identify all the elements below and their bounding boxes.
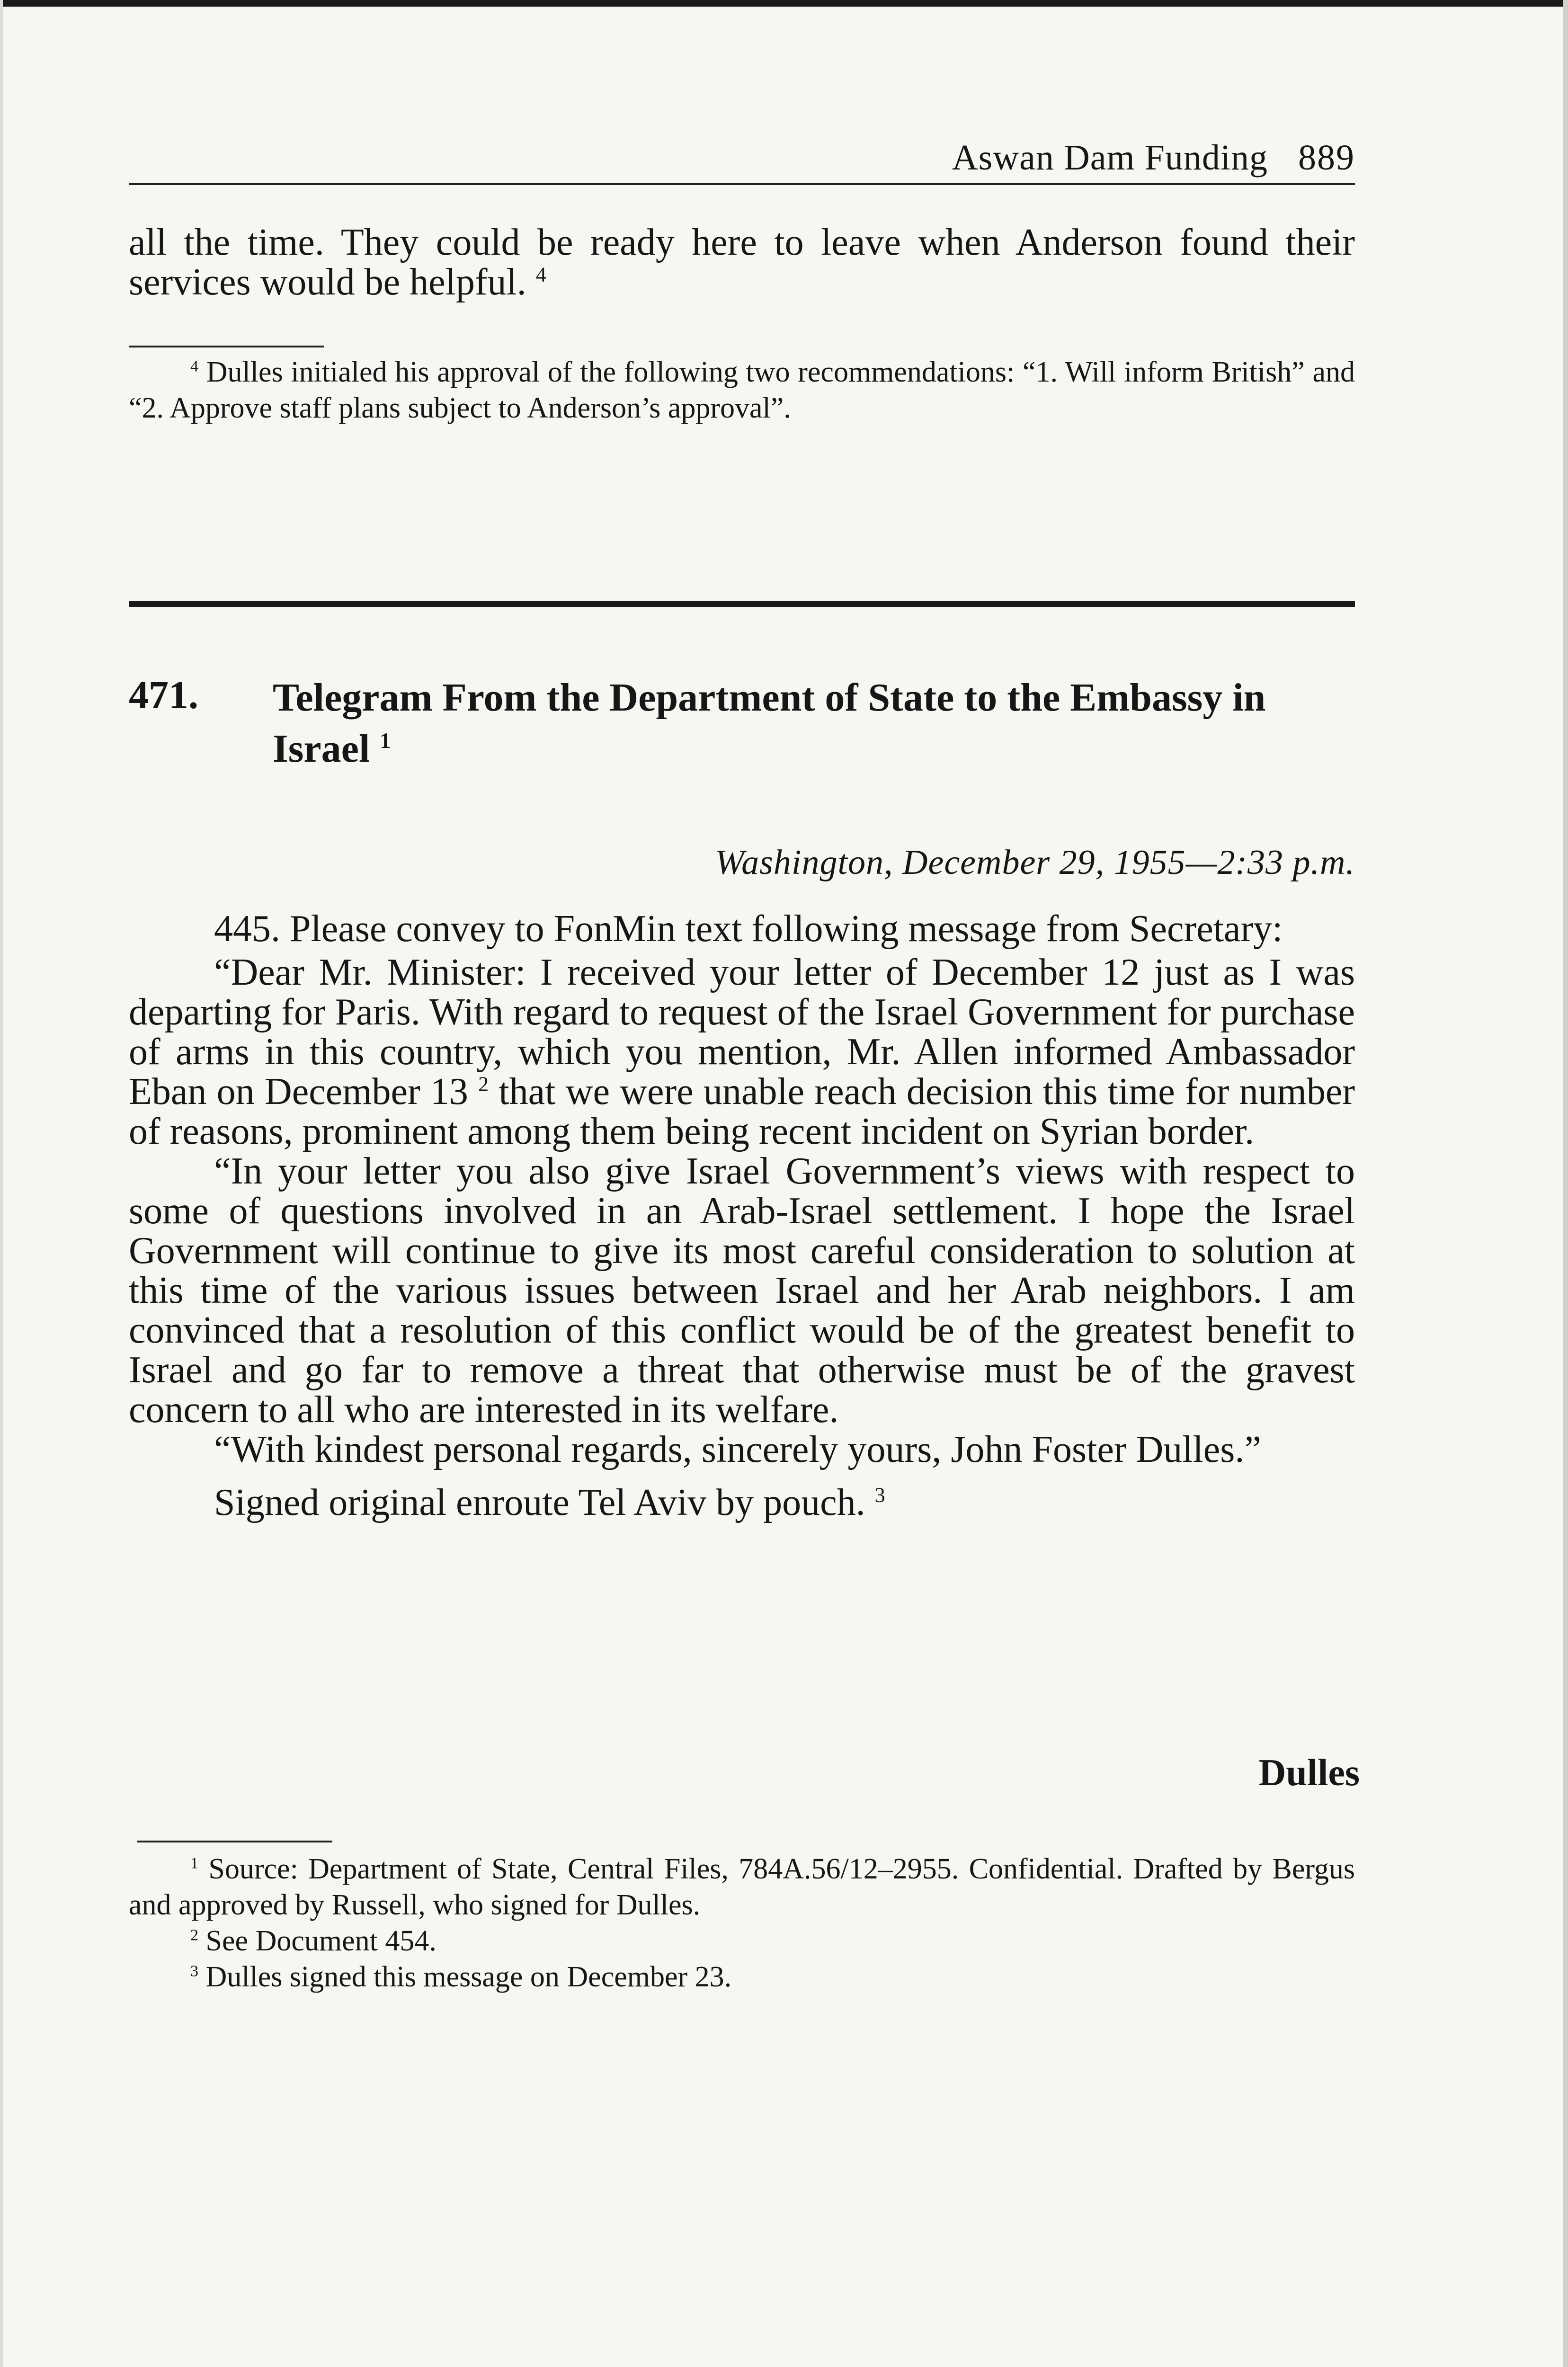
footnote-ref-2: 2 <box>478 1072 489 1096</box>
footnote-ref-1: 1 <box>380 729 391 753</box>
document-title-text: Telegram From the Department of State to the Embassy in Israel <box>273 676 1266 771</box>
closing-text: Signed original enroute Tel Aviv by pouch. <box>214 1482 865 1523</box>
footnote-4 <box>129 354 1355 426</box>
footnote-2-marker: 2 <box>190 1926 199 1944</box>
footnote-1-text: Source: Department of State, Central Files, 784A.56/12–2955. Confidential. Drafted by Bergus and approved by Russell, who signed for Dulles. <box>129 1853 1355 1921</box>
page-number: 889 <box>1298 138 1355 178</box>
footnote-3 <box>129 1959 1355 1995</box>
footnotes-block <box>129 1851 1355 1995</box>
page-top-edge <box>0 0 1568 7</box>
page-header <box>129 137 1355 185</box>
footnote-text: Dulles initialed his approval of the following two recommendations: “1. Will inform British” and “2. Approve staff plans subject to Anderson’s approval”. <box>129 356 1355 424</box>
page-right-edge <box>1563 0 1568 2367</box>
running-title: Aswan Dam Funding <box>952 138 1268 178</box>
letter-paragraph-1 <box>129 952 1355 1151</box>
footnote-2-text: See Document 454. <box>205 1925 437 1957</box>
section-divider <box>129 601 1355 607</box>
signature: Dulles <box>1258 1752 1360 1794</box>
intro-paragraph: 445. Please convey to FonMin text following message from Secretary: <box>214 908 1283 950</box>
footnote-rule <box>129 346 324 347</box>
header-rule <box>129 183 1355 185</box>
letter-paragraph-1-text-a: “Dear Mr. Minister: I received your letter of December 12 just as I was departing for Paris. With regard to request of the Israel Government for purchase of arms in this country, which you mention, Mr. Allen informed Ambassador Eban on December 13 <box>129 952 1355 1112</box>
document-title <box>273 672 1357 774</box>
telegram-body <box>129 909 1355 1522</box>
footnotes-rule <box>137 1841 332 1842</box>
carryover-paragraph <box>129 222 1355 302</box>
footnote-ref-4: 4 <box>535 263 546 286</box>
footnote-marker: 4 <box>190 357 199 375</box>
document-number: 471. <box>129 673 198 717</box>
footnote-3-marker: 3 <box>190 1962 199 1980</box>
carryover-text: all the time. They could be ready here to leave when Anderson found their services would be helpful. <box>129 222 1355 303</box>
closing-line <box>129 1483 1355 1522</box>
dateline: Washington, December 29, 1955—2:33 p.m. <box>715 843 1355 882</box>
footnote-2 <box>129 1923 1355 1959</box>
footnote-1-marker: 1 <box>190 1854 199 1872</box>
page-left-edge <box>0 0 3 2367</box>
letter-paragraph-1-text-b: that we were unable reach decision this time for number of reasons, prominent among them being recent incident on Syrian border. <box>129 1071 1355 1152</box>
letter-paragraph-2: “In your letter you also give Israel Government’s views with respect to some of questions involved in an Arab-Israel settlement. I hope the Israel Government will continue to give its most careful consideration to solution at this time of the various issues between Israel and her Arab neighbors. I am convinced that a resolution of this conflict would be of the greatest benefit to Israel and go far to remove a threat that otherwise must be of the gravest concern to all who are interested in its welfare. <box>129 1150 1355 1431</box>
footnote-3-text: Dulles signed this message on December 23. <box>205 1961 732 1993</box>
footnote-1 <box>129 1851 1355 1923</box>
footnote-ref-3: 3 <box>874 1483 885 1507</box>
letter-paragraph-3: “With kindest personal regards, sincerely yours, John Foster Dulles.” <box>214 1429 1261 1470</box>
